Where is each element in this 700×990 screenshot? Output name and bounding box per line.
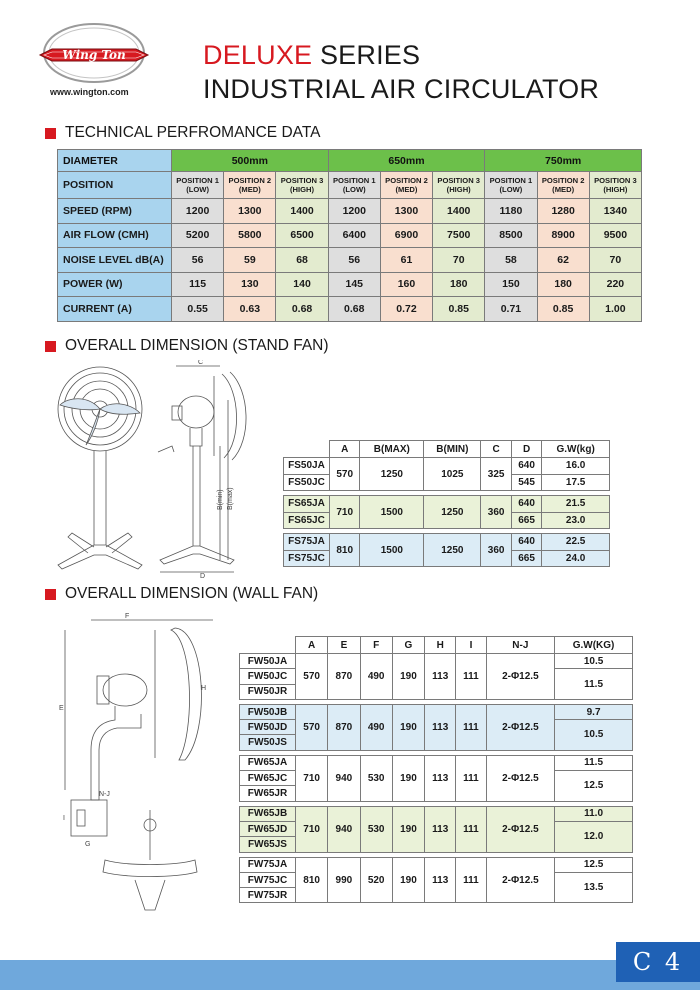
table-cell: 113 [425, 806, 456, 852]
table-cell: 7500 [433, 223, 485, 248]
table-cell: 6500 [276, 223, 328, 248]
table-cell: 190 [392, 857, 424, 903]
section-heading-stand: OVERALL DIMENSION (STAND FAN) [45, 337, 329, 355]
section-heading-wall: OVERALL DIMENSION (WALL FAN) [45, 585, 318, 603]
table-cell: 113 [425, 704, 456, 750]
table-cell: POSITION 2 (MED) [537, 172, 589, 199]
table-cell: 6900 [380, 223, 432, 248]
table-cell: 360 [481, 534, 511, 567]
red-square-bullet-icon [45, 589, 56, 600]
table-cell: 0.63 [224, 297, 276, 322]
table-cell: FS75JC [284, 550, 330, 567]
table-cell: 710 [296, 755, 328, 801]
table-cell: 940 [328, 755, 360, 801]
performance-table [57, 149, 642, 322]
table-cell: 570 [296, 704, 328, 750]
table-cell: 140 [276, 272, 328, 297]
table-cell: FW75JC [240, 872, 296, 887]
table-cell: E [328, 637, 360, 654]
section-heading-performance: TECHNICAL PERFROMANCE DATA [45, 124, 321, 142]
table-cell: 870 [328, 704, 360, 750]
table-cell: 640 [511, 496, 541, 513]
table-cell: G [392, 637, 424, 654]
table-row [58, 272, 642, 297]
table-cell: POSITION 1 (LOW) [172, 172, 224, 199]
table-cell: FW65JS [240, 837, 296, 852]
table-cell: POWER (W) [58, 272, 172, 297]
table-cell: N-J [486, 637, 555, 654]
table-row [240, 806, 633, 821]
table-cell: 8500 [485, 223, 537, 248]
table-cell: POSITION 3 (HIGH) [276, 172, 328, 199]
table-cell: 490 [360, 654, 392, 700]
table-cell: 1250 [424, 496, 481, 529]
table-cell: 325 [481, 458, 511, 491]
footer-bar [0, 960, 700, 990]
table-cell: 570 [296, 654, 328, 700]
table-cell: G.W(kg) [542, 441, 610, 458]
table-cell: 990 [328, 857, 360, 903]
table-cell: 180 [433, 272, 485, 297]
table-cell: 1300 [380, 199, 432, 224]
table-cell: 710 [330, 496, 360, 529]
table-cell: D [511, 441, 541, 458]
wall-dimension-table [239, 636, 633, 903]
table-cell: 1200 [172, 199, 224, 224]
table-cell: 111 [456, 806, 486, 852]
table-row [284, 496, 610, 513]
table-cell: 520 [360, 857, 392, 903]
table-cell: NOISE LEVEL dB(A) [58, 248, 172, 273]
table-cell: 570 [330, 458, 360, 491]
table-cell: 1025 [424, 458, 481, 491]
table-cell: FW75JA [240, 857, 296, 872]
table-cell: FW50JB [240, 704, 296, 719]
table-row [58, 248, 642, 273]
wall-fan-drawing [55, 610, 235, 920]
table-cell: 530 [360, 806, 392, 852]
table-cell: 111 [456, 654, 486, 700]
table-cell: 360 [481, 496, 511, 529]
table-cell: 5800 [224, 223, 276, 248]
table-cell: POSITION 1 (LOW) [328, 172, 380, 199]
table-cell: POSITION [58, 172, 172, 199]
table-row [240, 704, 633, 719]
svg-text:D: D [200, 573, 206, 580]
table-cell: POSITION 1 (LOW) [485, 172, 537, 199]
page-number: C 4 [616, 942, 700, 982]
table-cell: 111 [456, 755, 486, 801]
table-cell: 220 [589, 272, 641, 297]
table-cell: 17.5 [542, 474, 610, 491]
table-cell: B(MAX) [360, 441, 424, 458]
table-cell: 640 [511, 458, 541, 475]
table-row [240, 857, 633, 872]
table-cell: 58 [485, 248, 537, 273]
table-cell: FW50JC [240, 669, 296, 684]
table-row [58, 223, 642, 248]
title-accent: DELUXE [203, 40, 313, 70]
table-cell: 190 [392, 654, 424, 700]
table-cell: 9.7 [555, 704, 633, 719]
table-cell: 111 [456, 857, 486, 903]
website-url[interactable]: www.wington.com [50, 87, 129, 97]
table-cell: 11.5 [555, 755, 633, 770]
table-cell: 2-Φ12.5 [486, 857, 555, 903]
svg-text:I: I [63, 815, 65, 822]
table-cell: FS50JC [284, 474, 330, 491]
svg-text:C: C [198, 360, 204, 366]
table-cell: 22.5 [542, 534, 610, 551]
svg-text:Wing Ton: Wing Ton [62, 48, 126, 62]
table-cell: 70 [433, 248, 485, 273]
table-row [58, 150, 642, 172]
table-cell: 56 [328, 248, 380, 273]
table-cell: 10.5 [555, 654, 633, 669]
table-cell: 665 [511, 550, 541, 567]
table-cell: 160 [380, 272, 432, 297]
table-cell: G.W(KG) [555, 637, 633, 654]
table-cell: 62 [537, 248, 589, 273]
table-cell: FS50JA [284, 458, 330, 475]
table-cell: DIAMETER [58, 150, 172, 172]
table-cell: 1500 [360, 534, 424, 567]
table-cell: FW50JS [240, 735, 296, 750]
table-cell: 0.68 [328, 297, 380, 322]
table-cell: FW50JA [240, 654, 296, 669]
table-cell: 115 [172, 272, 224, 297]
table-cell: 1250 [360, 458, 424, 491]
table-cell: 130 [224, 272, 276, 297]
table-cell: FS65JA [284, 496, 330, 513]
table-cell: 13.5 [555, 872, 633, 903]
table-cell: 70 [589, 248, 641, 273]
table-cell: FW65JB [240, 806, 296, 821]
table-cell: FW65JD [240, 821, 296, 836]
stand-fan-side-drawing [150, 360, 275, 580]
table-cell: 8900 [537, 223, 589, 248]
table-cell: 190 [392, 755, 424, 801]
table-cell: 1250 [424, 534, 481, 567]
table-cell: 23.0 [542, 512, 610, 529]
table-cell: H [425, 637, 456, 654]
table-cell: 1400 [276, 199, 328, 224]
table-cell: FS65JC [284, 512, 330, 529]
table-cell: 190 [392, 704, 424, 750]
table-cell: 5200 [172, 223, 224, 248]
svg-text:H: H [201, 685, 207, 692]
table-cell: 1400 [433, 199, 485, 224]
table-cell: 56 [172, 248, 224, 273]
table-cell: FS75JA [284, 534, 330, 551]
table-row [284, 534, 610, 551]
table-cell: B(MIN) [424, 441, 481, 458]
table-cell: 940 [328, 806, 360, 852]
table-cell: 1500 [360, 496, 424, 529]
table-cell: FW75JR [240, 888, 296, 903]
svg-text:F: F [125, 613, 130, 620]
table-cell: 530 [360, 755, 392, 801]
svg-text:N-J: N-J [99, 791, 110, 798]
table-row [58, 199, 642, 224]
table-cell: 870 [328, 654, 360, 700]
table-cell: 2-Φ12.5 [486, 654, 555, 700]
title-line2: INDUSTRIAL AIR CIRCULATOR [203, 74, 600, 104]
table-cell: 68 [276, 248, 328, 273]
table-cell: 21.5 [542, 496, 610, 513]
table-cell: 640 [511, 534, 541, 551]
table-cell: AIR FLOW (CMH) [58, 223, 172, 248]
table-cell: A [330, 441, 360, 458]
table-cell: 59 [224, 248, 276, 273]
table-cell: 750mm [485, 150, 642, 172]
table-cell: 10.5 [555, 720, 633, 751]
table-cell: 113 [425, 857, 456, 903]
table-cell: 810 [296, 857, 328, 903]
table-row [240, 654, 633, 669]
page-title [203, 38, 599, 106]
table-cell: 0.72 [380, 297, 432, 322]
table-cell: 0.85 [433, 297, 485, 322]
table-cell: 500mm [172, 150, 329, 172]
table-cell: 1340 [589, 199, 641, 224]
table-cell: FW50JR [240, 684, 296, 699]
table-cell: SPEED (RPM) [58, 199, 172, 224]
table-cell: POSITION 3 (HIGH) [589, 172, 641, 199]
table-cell: FW65JR [240, 786, 296, 801]
table-cell: 1300 [224, 199, 276, 224]
table-cell: 490 [360, 704, 392, 750]
table-cell: CURRENT (A) [58, 297, 172, 322]
table-cell: 12.0 [555, 821, 633, 852]
table-cell: 2-Φ12.5 [486, 806, 555, 852]
table-cell: A [296, 637, 328, 654]
table-cell: 111 [456, 704, 486, 750]
table-cell: 2-Φ12.5 [486, 755, 555, 801]
table-cell: FW65JC [240, 771, 296, 786]
table-cell: 24.0 [542, 550, 610, 567]
stand-dimension-table [283, 440, 610, 567]
table-cell: I [456, 637, 486, 654]
table-cell: 16.0 [542, 458, 610, 475]
table-cell: F [360, 637, 392, 654]
table-cell: 113 [425, 654, 456, 700]
table-cell: FW50JD [240, 720, 296, 735]
table-cell: 2-Φ12.5 [486, 704, 555, 750]
svg-text:G: G [85, 841, 91, 848]
table-cell: 61 [380, 248, 432, 273]
table-cell: POSITION 2 (MED) [224, 172, 276, 199]
red-square-bullet-icon [45, 341, 56, 352]
svg-text:B(min): B(min) [217, 489, 224, 510]
table-cell: FW65JA [240, 755, 296, 770]
table-cell: POSITION 3 (HIGH) [433, 172, 485, 199]
table-cell: 1280 [537, 199, 589, 224]
table-cell: 9500 [589, 223, 641, 248]
stand-fan-front-drawing [48, 365, 153, 580]
table-cell: 0.71 [485, 297, 537, 322]
table-cell: 11.0 [555, 806, 633, 821]
table-cell: 11.5 [555, 669, 633, 700]
table-cell: 12.5 [555, 771, 633, 802]
table-cell: 650mm [328, 150, 485, 172]
wing-ton-logo [38, 22, 150, 84]
table-cell: 0.68 [276, 297, 328, 322]
table-row [284, 441, 610, 458]
table-cell: POSITION 2 (MED) [380, 172, 432, 199]
table-cell: 810 [330, 534, 360, 567]
table-row [240, 755, 633, 770]
svg-text:E: E [59, 705, 64, 712]
table-cell: 12.5 [555, 857, 633, 872]
table-row [240, 637, 633, 654]
table-cell: 1.00 [589, 297, 641, 322]
red-square-bullet-icon [45, 128, 56, 139]
table-cell: 1180 [485, 199, 537, 224]
table-cell: 113 [425, 755, 456, 801]
table-row [284, 458, 610, 475]
table-cell: 150 [485, 272, 537, 297]
table-cell: 190 [392, 806, 424, 852]
table-cell: 1200 [328, 199, 380, 224]
table-cell: 145 [328, 272, 380, 297]
table-row [58, 297, 642, 322]
table-cell: 180 [537, 272, 589, 297]
table-cell: 710 [296, 806, 328, 852]
table-cell: C [481, 441, 511, 458]
title-line1: SERIES [312, 40, 421, 70]
table-cell: 6400 [328, 223, 380, 248]
table-cell: 665 [511, 512, 541, 529]
svg-text:B(max): B(max) [227, 487, 234, 510]
table-cell: 0.55 [172, 297, 224, 322]
table-cell: 0.85 [537, 297, 589, 322]
table-cell: 545 [511, 474, 541, 491]
table-row [58, 172, 642, 199]
